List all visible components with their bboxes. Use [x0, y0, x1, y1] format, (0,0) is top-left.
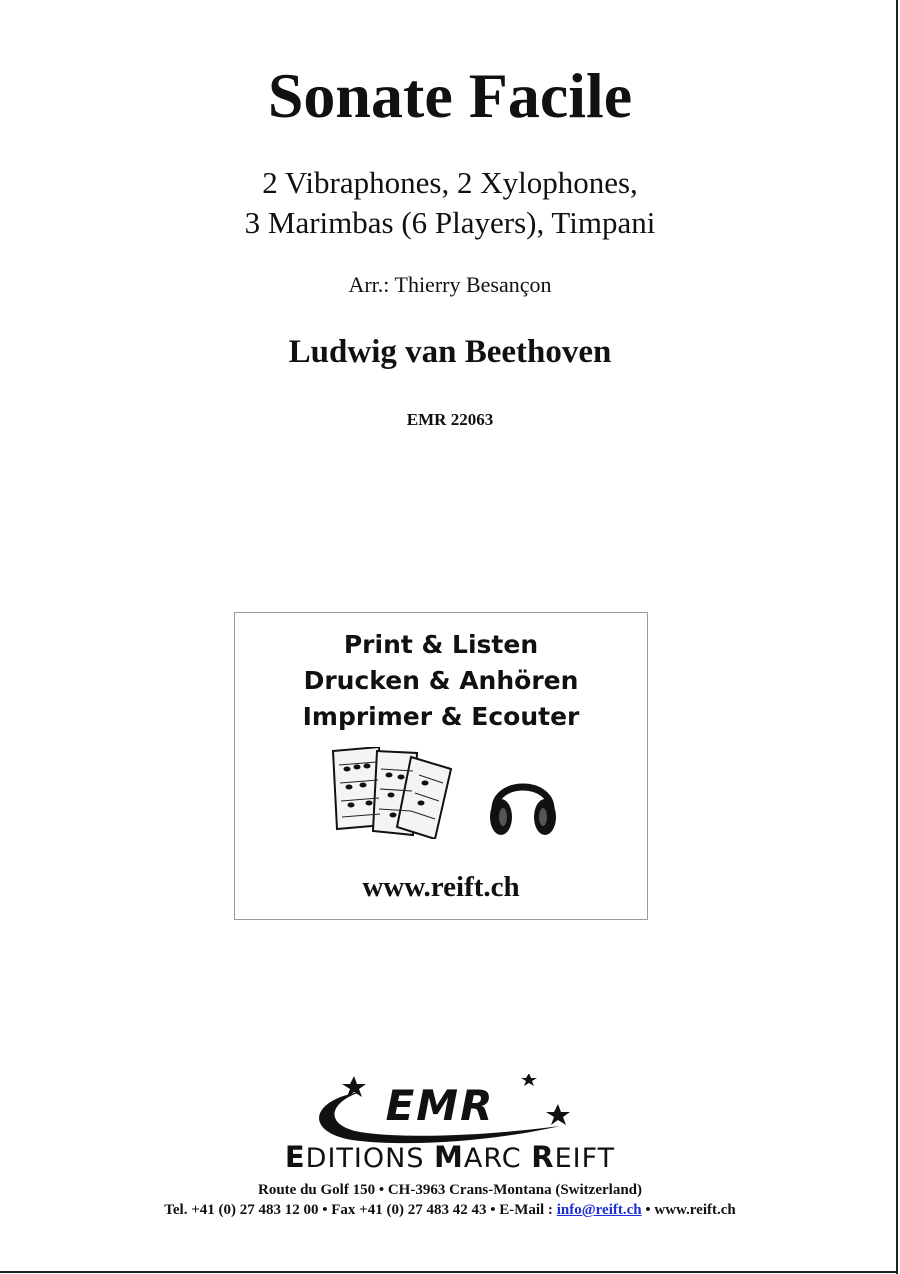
promo-line-english: Print & Listen [343, 630, 539, 659]
catalog-number: EMR 22063 [406, 410, 494, 429]
composer-name: Ludwig van Beethoven [288, 334, 612, 370]
publisher-address: Route du Golf 150 • CH-3963 Crans-Montana (Switzerland) [258, 1182, 642, 1198]
page-title: Sonate Facile [267, 60, 633, 131]
publisher-name-rest: ARC [463, 1143, 532, 1174]
promo-line-german: Drucken & Anhören [303, 666, 579, 695]
publisher-name-rest: DITIONS [305, 1143, 435, 1174]
print-listen-box [234, 612, 648, 920]
logo-emr-text: EMR [385, 1081, 495, 1130]
headphones-icon [487, 765, 559, 839]
contact-phone-fax: Tel. +41 (0) 27 483 12 00 • Fax +41 (0) 27 483 42 43 • E-Mail : [164, 1202, 557, 1218]
sheet-music-icon [327, 747, 453, 839]
instrumentation-line-2: 3 Marimbas (6 Players), Timpani [244, 205, 656, 240]
arranger-credit: Arr.: Thierry Besançon [348, 272, 552, 297]
promo-line-french: Imprimer & Ecouter [302, 702, 580, 731]
publisher-name [0, 1141, 900, 1175]
contact-website: • www.reift.ch [641, 1202, 736, 1218]
publisher-contact [0, 1200, 900, 1220]
page-edge-bottom [0, 1271, 898, 1273]
email-link[interactable]: info@reift.ch [556, 1202, 642, 1218]
publisher-name-initial: R [531, 1140, 555, 1174]
publisher-name-initial: M [434, 1140, 464, 1174]
instrumentation-line-1: 2 Vibraphones, 2 Xylophones, [262, 165, 638, 200]
promo-website-link[interactable]: www.reift.ch [362, 871, 520, 903]
publisher-name-rest: EIFT [554, 1143, 616, 1174]
publisher-name-initial: E [284, 1140, 306, 1174]
emr-logo [300, 1074, 575, 1146]
